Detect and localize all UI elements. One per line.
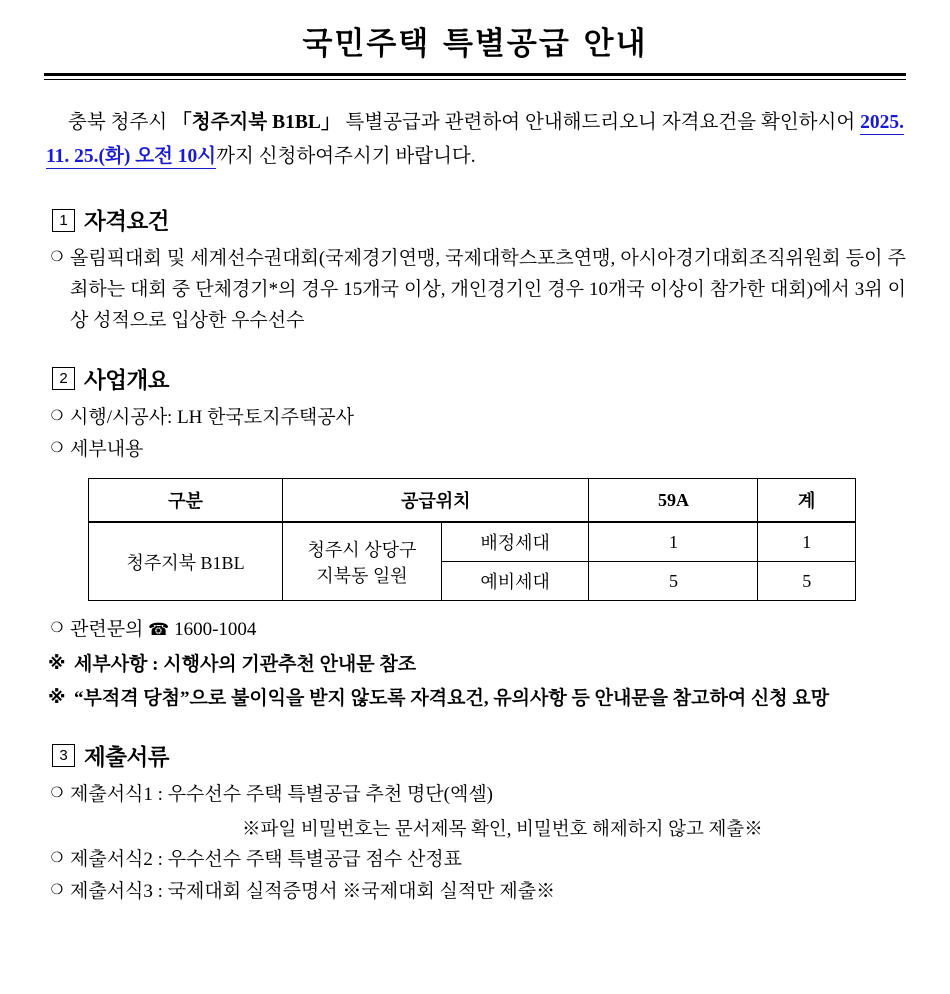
list-item: [44, 244, 906, 336]
contact-phone: 1600-1004: [174, 619, 257, 641]
section-project-overview: [44, 363, 906, 714]
section-heading: [52, 740, 906, 772]
list-item-text: 제출서식2 : 우수선수 주택 특별공급 점수 산정표: [70, 848, 463, 870]
circle-bullet-icon: ❍: [50, 249, 64, 266]
table-col-gubun: 구분: [89, 479, 283, 523]
asterisk-icon: ※: [48, 652, 66, 674]
list-item: [44, 435, 906, 466]
section-heading: [52, 204, 906, 236]
cell-location-line2: 지북동 일원: [316, 565, 408, 586]
section-title: 자격요건: [84, 209, 169, 236]
telephone-icon: ☎: [148, 620, 170, 641]
note-item: [48, 650, 906, 680]
list-item-text: 세부내용: [70, 439, 144, 461]
circle-bullet-icon: ❍: [50, 407, 64, 424]
cell-assigned-total: 1: [758, 522, 856, 562]
asterisk-icon: ※: [48, 686, 66, 708]
circle-bullet-icon: ❍: [50, 784, 64, 801]
list-item-text: 시행/시공사: LH 한국토지주택공사: [70, 406, 354, 428]
table-row: [89, 522, 856, 562]
section-title: 제출서류: [84, 744, 169, 771]
list-item: [44, 845, 906, 876]
note-text: “부적격 당첨”으로 불이익을 받지 않도록 자격요건, 유의사항 등 안내문을 참고하여 신청 요망: [74, 687, 830, 709]
intro-paragraph: [46, 106, 904, 174]
section-qualification: [44, 204, 906, 336]
cell-reserve-total: 5: [758, 562, 856, 601]
circle-bullet-icon: ❍: [50, 849, 64, 866]
cell-reserve-59a: 5: [589, 562, 758, 601]
list-item: [44, 780, 906, 811]
page-title: 국민주택 특별공급 안내: [302, 26, 648, 62]
list-item-text: 올림픽대회 및 세계선수권대회(국제경기연맹, 국제대학스포츠연맹, 아시아경기대회조직위원회 등이 주최하는 대회 중 단체경기*의 경우 15개국 이상, 개인경기인 경우 10개국 이상이 참가한 대회)에서 3위 이상 성적으로 입상한 우수선수: [70, 248, 906, 331]
table-body: [89, 522, 856, 601]
deadline-highlight: 2025. 11. 25.(화) 오전 10시: [46, 112, 905, 168]
list-item: [44, 403, 906, 434]
note-item: [48, 684, 906, 714]
supply-table: [88, 478, 856, 601]
cell-gubun: 청주지북 B1BL: [89, 522, 283, 601]
note-text: 세부사항 : 시행사의 기관추천 안내문 참조: [74, 653, 417, 675]
cell-reserve-label: 예비세대: [441, 562, 589, 601]
section-submission-documents: [44, 740, 906, 908]
list-item: [44, 877, 906, 908]
contact-text: [70, 615, 906, 646]
section-number: 2: [52, 367, 75, 390]
table-col-location: 공급위치: [283, 479, 589, 523]
title-divider: [44, 73, 906, 80]
intro-project-name: 「청주지북 B1BL」: [172, 112, 341, 133]
circle-bullet-icon: ❍: [50, 882, 64, 899]
circle-bullet-icon: ❍: [50, 620, 64, 637]
section-title: 사업개요: [84, 367, 169, 394]
table-header: [89, 479, 856, 523]
cell-assigned-59a: 1: [589, 522, 758, 562]
table-row: [89, 479, 856, 523]
section-number: 1: [52, 209, 75, 232]
cell-location-line1: 청주시 상당구: [307, 539, 417, 560]
contact-label: 관련문의: [70, 619, 144, 641]
circle-bullet-icon: ❍: [50, 440, 64, 457]
table-col-total: 계: [758, 479, 856, 523]
intro-part1: 충북 청주시: [68, 112, 168, 133]
table-col-59a: 59A: [589, 479, 758, 523]
intro-part2: 특별공급과 관련하여 안내해드리오니 자격요건을 확인하시어: [345, 112, 856, 133]
intro-part3: 까지 신청하여주시기 바랍니다.: [216, 146, 476, 168]
list-item-text: 제출서식1 : 우수선수 주택 특별공급 추천 명단(엑셀): [70, 783, 494, 805]
password-note: ※파일 비밀번호는 문서제목 확인, 비밀번호 해제하지 않고 제출※: [242, 819, 763, 840]
cell-location: [283, 522, 442, 601]
cell-assigned-label: 배정세대: [441, 522, 589, 562]
section-number: 3: [52, 744, 75, 767]
list-item-text: 제출서식3 : 국제대회 실적증명서 ※국제대회 실적만 제출※: [70, 881, 556, 903]
section-heading: [52, 363, 906, 395]
contact-row: [44, 615, 906, 646]
